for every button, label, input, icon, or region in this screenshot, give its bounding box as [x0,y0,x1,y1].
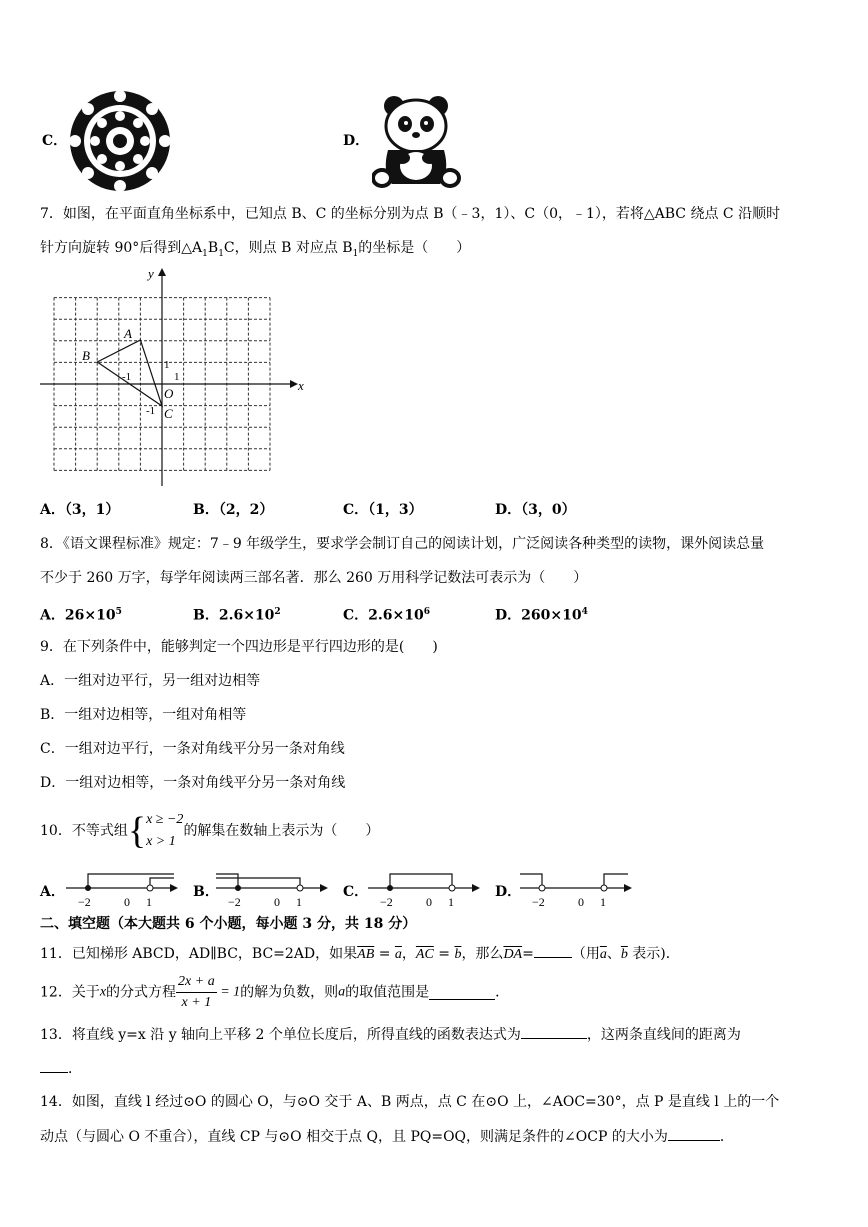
tick-minus1-x: -1 [122,371,132,383]
q13-stem-line2: ． [40,1058,82,1079]
x-axis-label: x [298,378,304,393]
origin-label: O [164,386,174,401]
svg-text:−2: −2 [532,895,545,909]
q7-option-c: C．（1，3） [343,502,423,518]
number-line-a [64,870,180,910]
q14-answer-blank[interactable] [668,1126,720,1141]
svg-text:−2: −2 [78,895,91,909]
tick-1-y: 1 [164,359,170,371]
q11-answer-blank[interactable] [534,943,572,958]
q10-option-a: A． [40,884,65,900]
q12-stem: 12．关于x的分式方程 $\frac{2x + a}{x + 1}$ = 1的解为负数，则a的取值范围是 ． [40,974,510,1010]
q11-stem: 11．已知梯形 ABCD，AD∥BC，BC=2AD，如果$\overline{AB} = \overline{a}$，$\overline{AC} = \overline{b}$，那么$\overline{DA}=$ （用$\overline{a}$、$\overline{b}$ 表示)． [40,943,680,965]
ineq-1: x ≥ −2 [146,812,184,827]
q7-option-a: A．（3，1） [40,502,120,518]
coordinate-grid [36,264,316,490]
q7-stem-line1: 7．如图，在平面直角坐标系中，已知点 B、C 的坐标分别为点 B（﹣3，1）、C（0，﹣1），若将△ABC 绕点 C 沿顺时 [40,206,781,222]
svg-text:0: 0 [124,895,130,909]
svg-text:1: 1 [448,895,454,909]
q9-option-a: A．一组对边平行，另一组对边相等 [40,673,261,689]
q9-option-b: B．一组对边相等，一组对角相等 [40,707,247,723]
q9-option-d: D．一组对边相等，一条对角线平分另一条对角线 [40,775,346,791]
q8-option-c: C．$2.6\times 10^6$ [343,607,430,624]
flower-icon [68,86,172,196]
svg-text:0: 0 [426,895,432,909]
q8-option-a: A．$26\times 10^5$ [40,607,122,624]
ineq-2: x > 1 [146,834,176,849]
tick-1-x: 1 [174,371,180,383]
section-2-heading: 二、填空题（本大题共 6 个小题，每小题 3 分，共 18 分） [40,916,417,932]
q13-answer-blank-1[interactable] [521,1024,587,1039]
q8-stem-line2: 不少于 260 万字，每学年阅读两三部名著．那么 260 万用科学记数法可表示为（ ） [40,570,588,586]
panda-icon [372,92,462,188]
q7-option-d: D．（3，0） [495,502,576,518]
number-line-d [518,870,634,910]
q9-stem: 9．在下列条件中，能够判定一个四边形是平行四边形的是( ) [40,639,438,655]
svg-text:−2: −2 [380,895,393,909]
svg-text:1: 1 [600,895,606,909]
svg-text:0: 0 [578,895,584,909]
svg-text:1: 1 [296,895,302,909]
q8-option-d: D．$260\times 10^4$ [495,607,588,624]
q7-stem-line2: 针方向旋转 90°后得到$\triangle A_1B_1C$，则点 B 对应点 $B_1$的坐标是（ ） [40,240,471,259]
y-axis-label: y [148,266,154,281]
q10-option-d: D． [495,884,522,900]
point-b-label: B [82,348,90,363]
option-c-label: C． [42,133,68,149]
q8-option-b: B．$2.6\times 10^2$ [193,607,281,624]
q13-answer-blank-2[interactable] [40,1058,68,1073]
q10-stem: 10．不等式组{ x ≥ −2 x > 1 的解集在数轴上表示为（ ） [40,810,380,852]
option-d-label: D． [343,133,370,149]
q8-stem-line1: 8．《语文课程标准》规定：7﹣9 年级学生，要求学会制订自己的阅读计划，广泛阅读各种类型的读物，课外阅读总量 [40,536,765,552]
q9-option-c: C．一组对边平行，一条对角线平分另一条对角线 [40,741,345,757]
number-line-b [214,870,330,910]
svg-text:−2: −2 [228,895,241,909]
svg-text:1: 1 [146,895,152,909]
tick-minus1-y: -1 [146,405,156,417]
q13-stem-line1: 13．将直线 y=x 沿 y 轴向上平移 2 个单位长度后，所得直线的函数表达式为 ，这两条直线间的距离为 [40,1024,741,1045]
point-c-label: C [164,406,173,421]
q14-stem-line2: 动点（与圆心 O 不重合），直线 CP 与⊙O 相交于点 Q，且 PQ=OQ，则满足条件的∠OCP 的大小为 ． [40,1126,734,1147]
q7-option-b: B．（2，2） [193,502,274,518]
point-a-label: A [124,326,132,341]
q10-option-b: B． [193,884,219,900]
number-line-c [366,870,482,910]
q10-option-c: C． [343,884,369,900]
svg-text:0: 0 [274,895,280,909]
q14-stem-line1: 14．如图，直线 l 经过⊙O 的圆心 O，与⊙O 交于 A、B 两点，点 C 在⊙O 上，∠AOC=30°，点 P 是直线 l 上的一个 [40,1094,780,1110]
q12-answer-blank[interactable] [429,985,495,1000]
